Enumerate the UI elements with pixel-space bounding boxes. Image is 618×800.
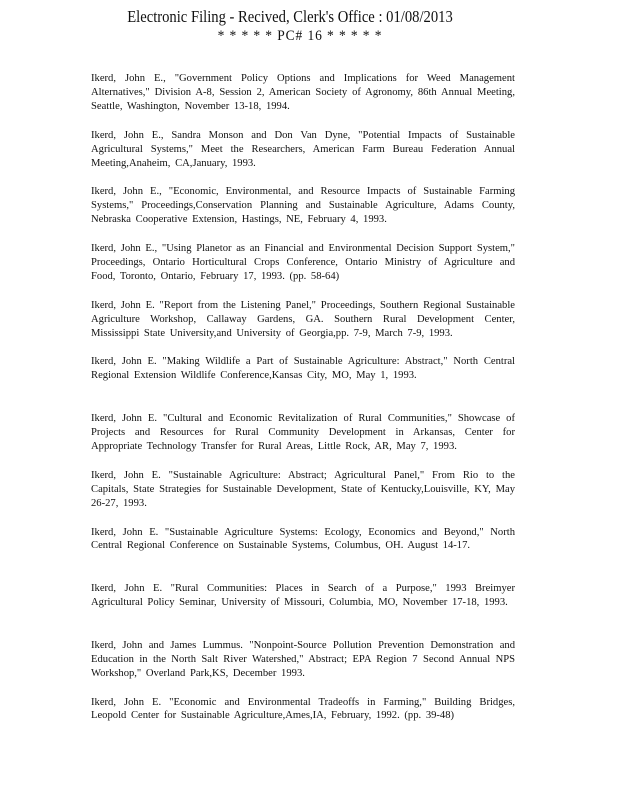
citation-entry: Ikerd, John E. "Rural Communities: Places in Search of a Purpose," 1993 Breimyer Agricultural Policy Seminar, University of Missouri, Columbia, MO, November 17-18, 1993. [91,583,515,609]
citation-entry: Ikerd, John E. "Economic and Environmental Tradeoffs in Farming," Building Bridges, Leopold Center for Sustainable Agriculture,Ames,IA, February, 1992. (pp. 39-48) [91,696,515,722]
filing-stamp-pc-number: * * * * * PC# 16 * * * * * [217,28,383,44]
citation-entry: Ikerd, John E. "Sustainable Agriculture Systems: Ecology, Economics and Beyond," North Central Regional Conference on Sustainable Systems, Columbus, OH. August 14-17. [91,526,515,552]
citation-entry: Ikerd, John E. "Making Wildlife a Part of Sustainable Agriculture: Abstract," North Central Regional Extension Wildlife Conference,Kansas City, MO, May 1, 1993. [91,356,515,382]
citation-entry: Ikerd, John E., Sandra Monson and Don Van Dyne, "Potential Impacts of Sustainable Agricultural Systems," Meet the Researchers, American Farm Bureau Federation Annual Meeting,Anaheim, CA,January, 1993. [91,129,515,169]
citation-entry: Ikerd, John E. "Report from the Listening Panel," Proceedings, Southern Regional Sustainable Agriculture Workshop, Callaway Gardens, GA. Southern Rural Development Center, Mississippi State University,and University of Georgia,pp. 7-9, March 7-9, 1993. [91,299,515,339]
citation-entry: Ikerd, John E., "Using Planetor as an Financial and Environmental Decision Support System," Proceedings, Ontario Horticultural Crops Conference, Ontario Ministry of Agriculture and Food, Toronto, Ontario, February 17, 1993. (pp. 58-64) [91,243,515,282]
citation-entry: Ikerd, John E., "Economic, Environmental, and Resource Impacts of Sustainable Farming Systems," Proceedings,Conservation Planning and Sustainable Agriculture, Adams County, Nebraska Cooperative Extension, Hastings, NE, February 4, 1993. [91,186,515,226]
filing-stamp-title: Electronic Filing - Recived, Clerk's Office : 01/08/2013 [127,7,453,26]
citation-entry: Ikerd, John E. "Cultural and Economic Revitalization of Rural Communities," Showcase of Projects and Resources for Rural Community Development in Arkansas, Center for Appropriate Technology Transfer for Rural Areas, Little Rock, AR, May 7, 1993. [91,413,515,452]
citation-entry: Ikerd, John E., "Government Policy Options and Implications for Weed Management Alternatives," Division A-8, Session 2, American Society of Agronomy, 86th Annual Meeting, Seattle, Washington, November 13-18, 1994. [91,73,515,112]
citation-list [91,72,515,752]
filing-stamp-header [0,6,580,46]
citation-entry: Ikerd, John E. "Sustainable Agriculture: Abstract; Agricultural Panel," From Rio to the Capitals, State Strategies for Sustainable Development, State of Kentucky,Louisville, KY, May 26-27, 1993. [91,469,515,509]
citation-entry: Ikerd, John and James Lummus. "Nonpoint-Source Pollution Prevention Demonstration and Education in the North Salt River Watershed," Abstract; EPA Region 7 Second Annual NPS Workshop," Overland Park,KS, December 1993. [91,639,515,679]
